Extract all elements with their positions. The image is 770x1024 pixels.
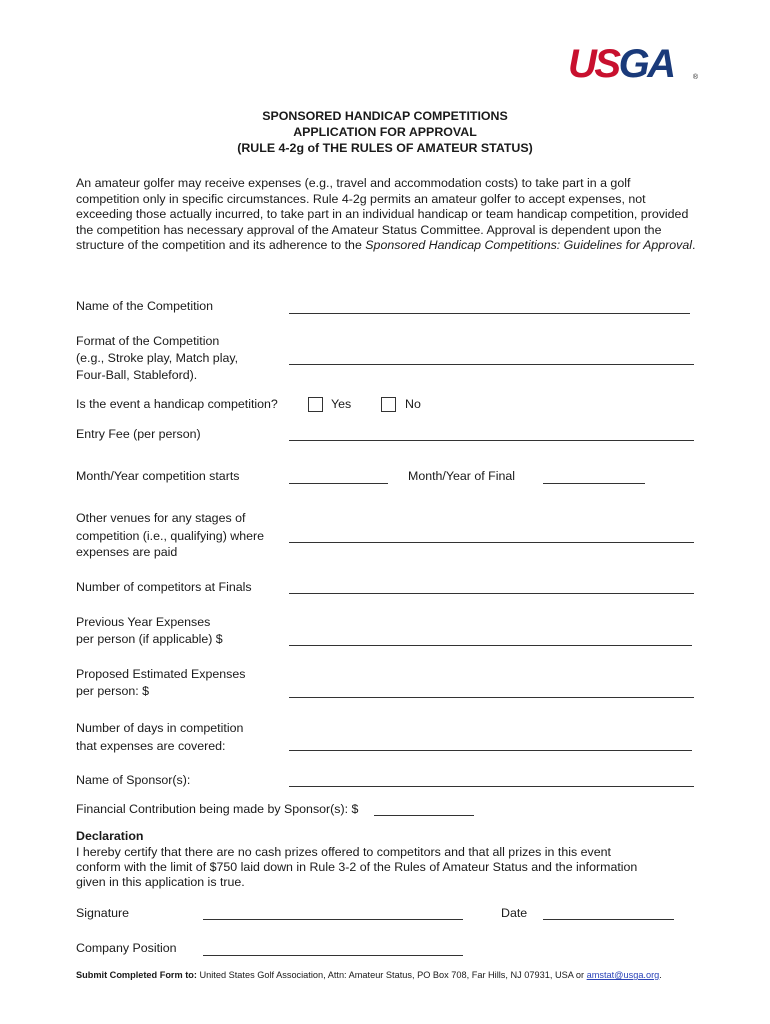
intro-end: . <box>692 238 696 252</box>
month-final-field[interactable] <box>543 483 645 484</box>
format-label-3: Four-Ball, Stableford). <box>76 368 198 382</box>
days-label-2: that expenses are covered: <box>76 739 226 753</box>
declaration-line-2: conform with the limit of $750 laid down in Rule 3-2 of the Rules of Amateur Status and the information <box>76 860 638 874</box>
company-position-field[interactable] <box>203 955 463 956</box>
name-competition-label: Name of the Competition <box>76 299 214 313</box>
signature-label: Signature <box>76 906 130 920</box>
sponsor-label: Name of Sponsor(s): <box>76 773 191 787</box>
format-label-1: Format of the Competition <box>76 334 220 348</box>
competitors-field[interactable] <box>289 593 694 594</box>
title-line-1: SPONSORED HANDICAP COMPETITIONS <box>262 109 508 123</box>
date-field[interactable] <box>543 919 674 920</box>
yes-label: Yes <box>331 397 352 411</box>
venues-label-1: Other venues for any stages of <box>76 511 246 525</box>
contribution-field[interactable] <box>374 815 474 816</box>
footer-end: . <box>659 970 662 980</box>
logo-trademark: ® <box>692 74 698 81</box>
venues-field[interactable] <box>289 542 694 543</box>
month-start-field[interactable] <box>289 483 388 484</box>
entry-fee-label: Entry Fee (per person) <box>76 427 201 441</box>
competitors-label: Number of competitors at Finals <box>76 580 252 594</box>
month-start-label: Month/Year competition starts <box>76 469 240 483</box>
footer <box>76 969 662 981</box>
intro-italic: Sponsored Handicap Competitions: Guidelines for Approval <box>365 238 692 252</box>
entry-fee-field[interactable] <box>289 440 694 441</box>
logo-ga: GA <box>618 42 674 86</box>
title-line-3: (RULE 4-2g of THE RULES OF AMATEUR STATUS) <box>237 141 533 155</box>
month-final-label: Month/Year of Final <box>408 469 515 483</box>
footer-bold: Submit Completed Form to: <box>76 970 197 980</box>
name-competition-field[interactable] <box>289 313 690 314</box>
prop-expenses-label-2: per person: $ <box>76 684 150 698</box>
signature-field[interactable] <box>203 919 463 920</box>
prev-expenses-label-1: Previous Year Expenses <box>76 615 211 629</box>
handicap-question-label: Is the event a handicap competition? <box>76 397 278 411</box>
format-label-2: (e.g., Stroke play, Match play, <box>76 351 239 365</box>
declaration-line-1: I hereby certify that there are no cash prizes offered to competitors and that all prizes in this event <box>76 845 611 859</box>
date-label: Date <box>501 906 528 920</box>
company-position-label: Company Position <box>76 941 177 955</box>
venues-label-2: competition (i.e., qualifying) where <box>76 529 265 543</box>
logo-us: US <box>568 42 619 86</box>
prev-expenses-field[interactable] <box>289 645 692 646</box>
no-label: No <box>405 397 421 411</box>
intro-paragraph <box>76 176 696 254</box>
title-line-2: APPLICATION FOR APPROVAL <box>293 125 477 139</box>
intro-text: An amateur golfer may receive expenses (e.g., travel and accommodation costs) to take part in a golf competition only in specific circumstances. Rule 4-2g permits an amateur golfer to accept expenses, not exceeding those actually incurred, to take part in an individual handicap or team handicap competition, provided the competition has necessary approval of the Amateur Status Committee. Approval is dependent upon the structure of the competition and its adherence to the <box>76 176 689 252</box>
days-label-1: Number of days in competition <box>76 721 244 735</box>
declaration-title: Declaration <box>76 829 144 843</box>
days-field[interactable] <box>289 750 692 751</box>
prev-expenses-label-2: per person (if applicable) $ <box>76 632 223 646</box>
sponsor-field[interactable] <box>289 786 694 787</box>
yes-checkbox[interactable] <box>308 397 323 412</box>
footer-email-link[interactable]: amstat@usga.org <box>586 970 660 980</box>
footer-text: United States Golf Association, Attn: Amateur Status, PO Box 708, Far Hills, NJ 07931, USA or <box>196 970 587 980</box>
prop-expenses-label-1: Proposed Estimated Expenses <box>76 667 246 681</box>
format-field[interactable] <box>289 364 694 365</box>
prop-expenses-field[interactable] <box>289 697 694 698</box>
contribution-label: Financial Contribution being made by Sponsor(s): $ <box>76 802 359 816</box>
no-checkbox[interactable] <box>381 397 396 412</box>
venues-label-3: expenses are paid <box>76 545 178 559</box>
usga-logo <box>568 44 696 84</box>
declaration-line-3: given in this application is true. <box>76 875 245 889</box>
